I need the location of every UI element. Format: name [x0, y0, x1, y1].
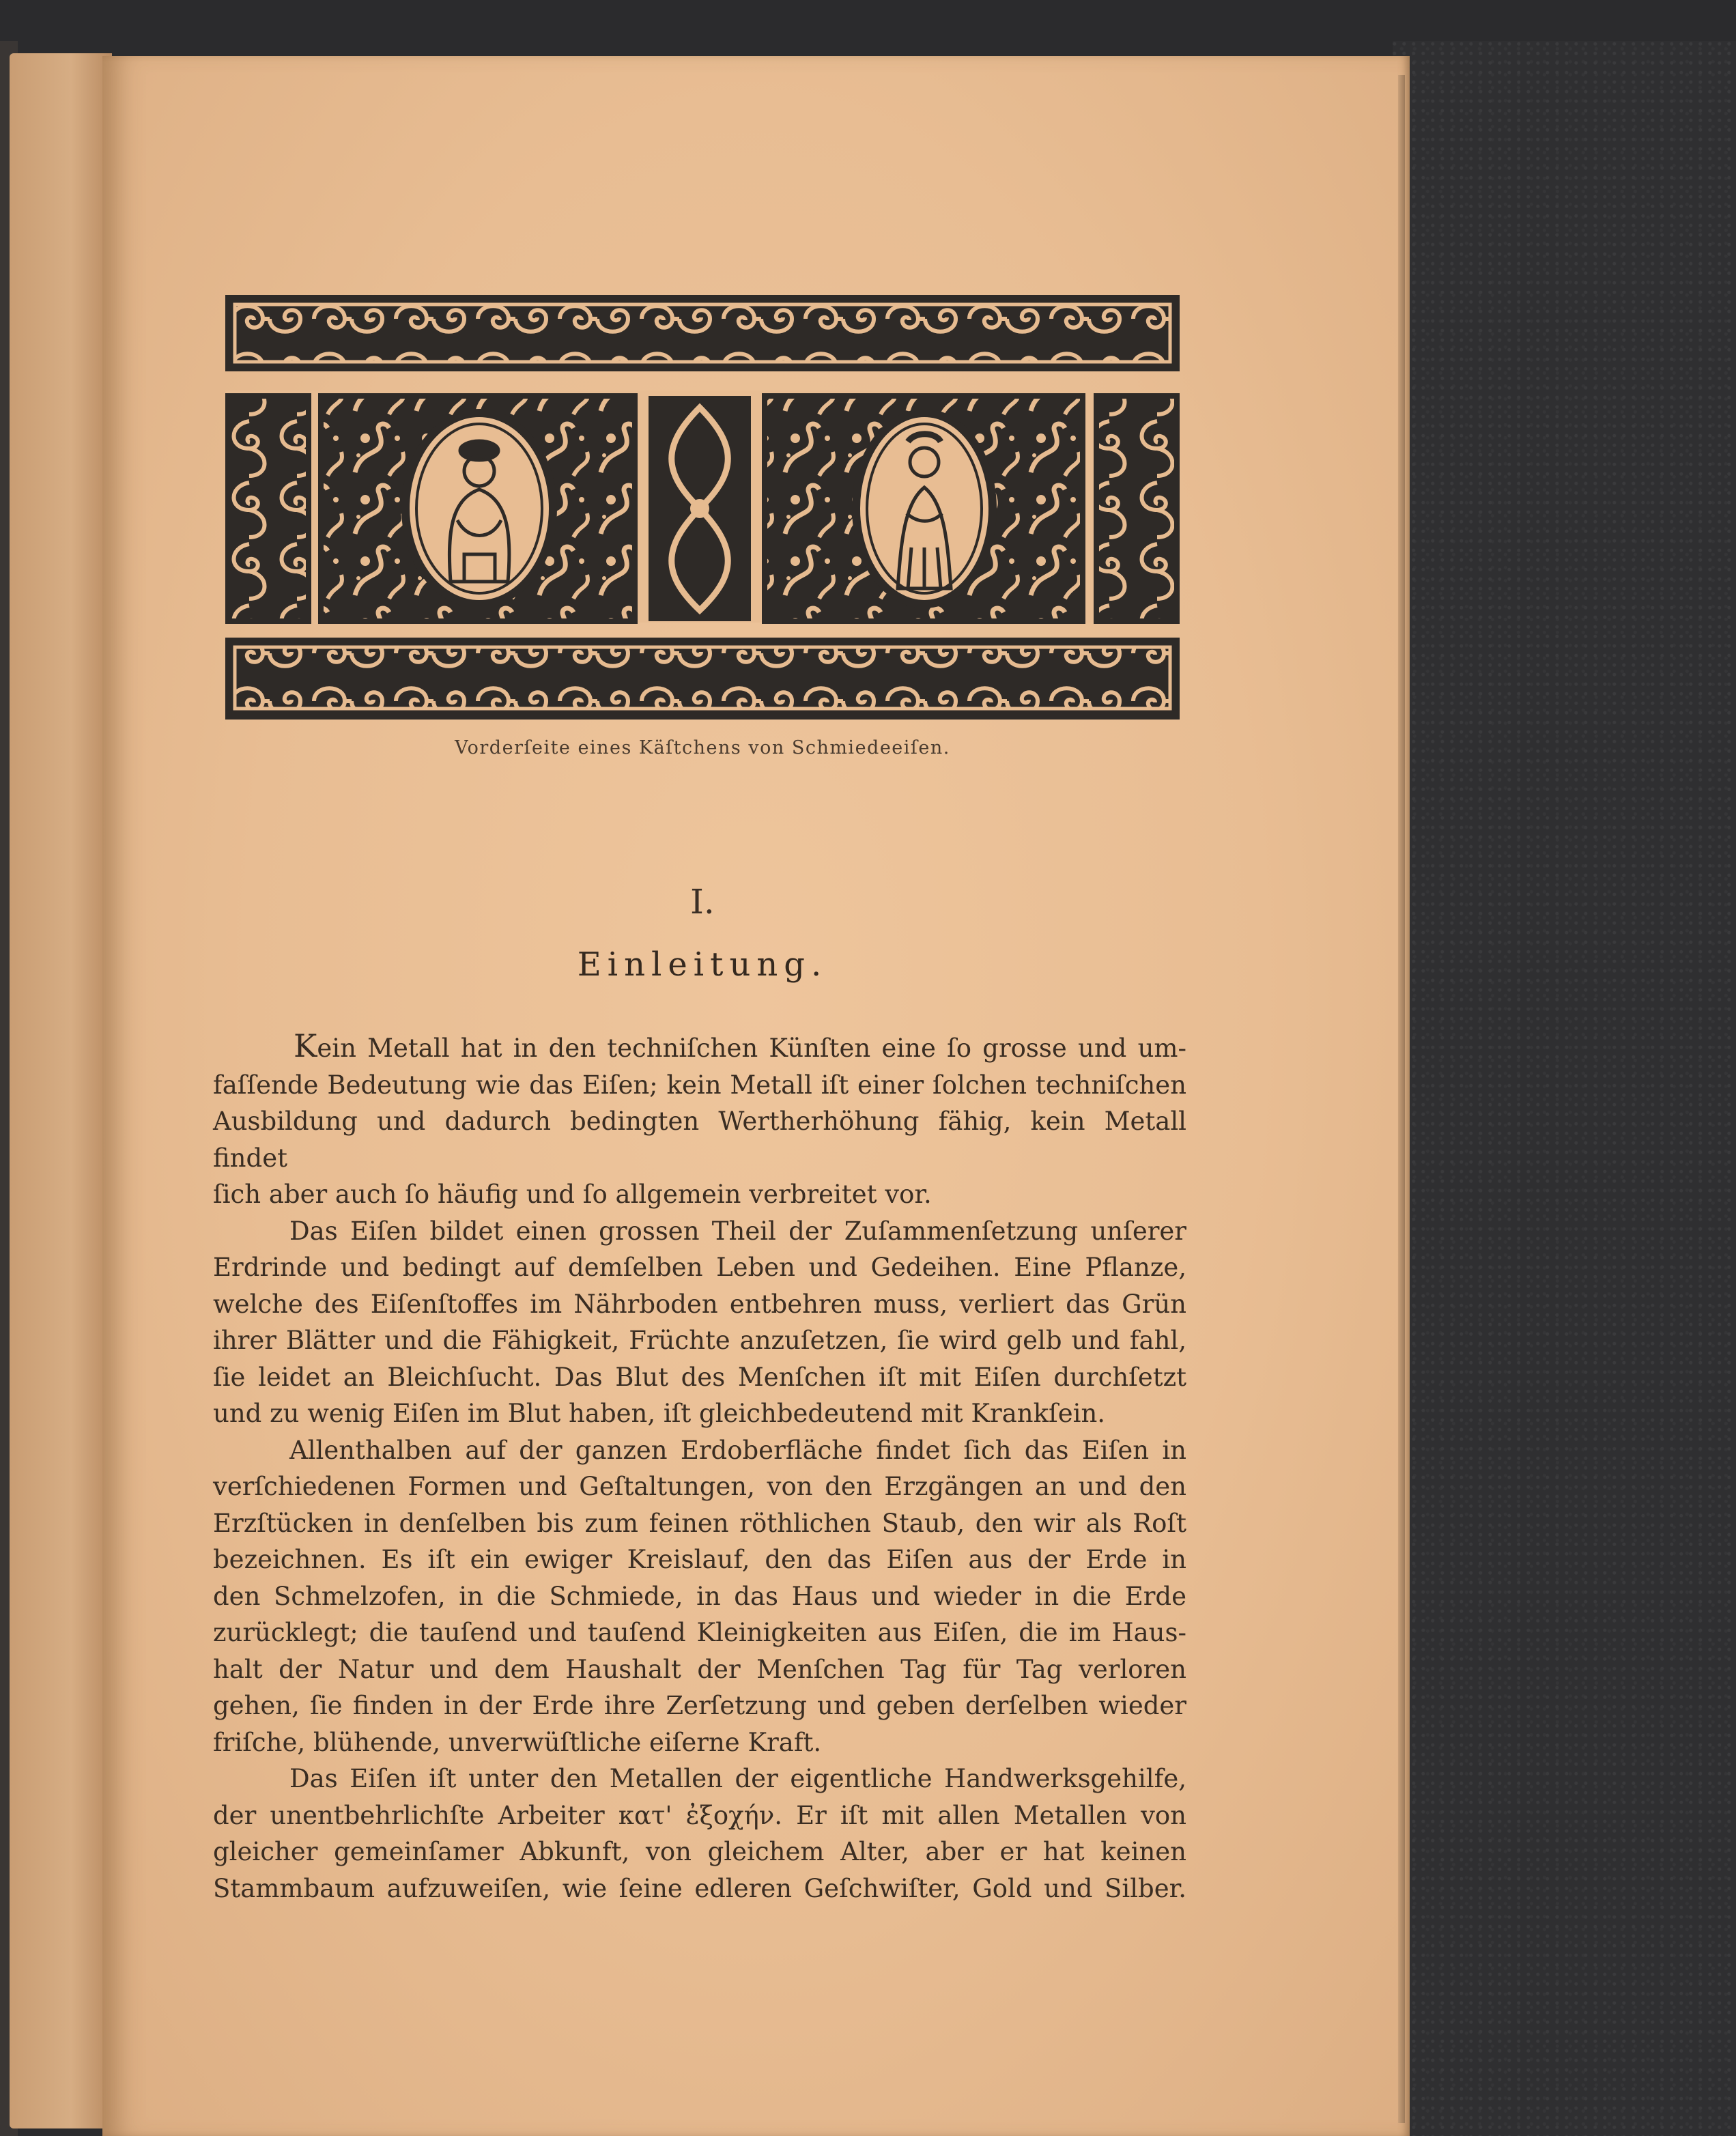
page-fore-edge: [1398, 75, 1405, 2123]
casket-illustration: [225, 295, 1180, 720]
text-line: Allenthalben auf der ganzen Erdoberfläche findet ſich das Eiſen in: [289, 1435, 1186, 1465]
text-line: ein Metall hat in den techniſchen Künſten eine ſo grosse und um-: [317, 1034, 1186, 1063]
text-line-p: [213, 1249, 1186, 1286]
text-line: Das Eiſen iſt unter den Metallen der eigentliche Handwerksgehilfe,: [289, 1764, 1186, 1793]
text-line-p: [213, 1286, 1186, 1323]
text-line: Erzſtücken in denſelben bis zum feinen röthlichen Staub, den wir als Roſt: [213, 1508, 1186, 1538]
text-line-p: [213, 1688, 1186, 1724]
text-line: der unentbehrlichſte Arbeiter κατ' ἐξοχήν. Er iſt mit allen Metallen von: [213, 1800, 1186, 1830]
text-line: Das Eiſen bildet einen grossen Theil der Zuſammenſetzung unſerer: [289, 1216, 1186, 1246]
text-line: ſich aber auch ſo häufig und ſo allgemein verbreitet vor.: [213, 1180, 932, 1209]
text-line: halt der Natur und dem Haushalt der Menſchen Tag für Tag verloren: [213, 1654, 1186, 1684]
text-line-p: [213, 1797, 1186, 1834]
chapter-number: I.: [690, 882, 715, 922]
text-line: gehen, ſie finden in der Erde ihre Zerſetzung und geben derſelben wieder: [213, 1691, 1186, 1720]
body-text: [213, 1028, 1186, 1907]
text-line-p: [213, 1724, 1186, 1761]
text-line-p: [213, 1834, 1186, 1870]
text-line-p: [213, 1103, 1186, 1176]
text-line-p: [213, 1468, 1186, 1505]
text-line: gleicher gemeinſamer Abkunft, von gleichem Alter, aber er hat keinen: [213, 1837, 1186, 1866]
text-line: den Schmelzofen, in die Schmiede, in das Haus und wieder in die Erde: [213, 1581, 1186, 1611]
ornament-plate: [225, 295, 1180, 720]
text-line-p: [213, 1578, 1186, 1615]
paragraph-3: [213, 1432, 1186, 1469]
text-line: Ausbildung und dadurch bedingten Wertherhöhung fähig, kein Metall findet: [213, 1107, 1186, 1173]
text-line: ſie leidet an Bleichſucht. Das Blut des Menſchen iſt mit Eiſen durchſetzt: [213, 1362, 1186, 1392]
text-line-p: [213, 1870, 1186, 1907]
text-line: Erdrinde und bedingt auf demſelben Leben und Gedeihen. Eine Pflanze,: [213, 1253, 1186, 1282]
text-line: faſſende Bedeutung wie das Eiſen; kein Metall iſt einer ſolchen techniſchen: [213, 1070, 1186, 1100]
paragraph-1: [213, 1028, 1186, 1067]
drop-cap: K: [294, 1027, 317, 1064]
text-line-p: [213, 1505, 1186, 1542]
text-line-p: [213, 1395, 1186, 1432]
text-line: bezeichnen. Es iſt ein ewiger Kreislauf, den das Eiſen aus der Erde in: [213, 1545, 1186, 1574]
chapter-title: Einleitung.: [577, 945, 828, 984]
text-line-p: [213, 1067, 1186, 1104]
text-line: welche des Eiſenſtoffes im Nährboden entbehren muss, verliert das Grün: [213, 1289, 1186, 1319]
text-line-p: [213, 1614, 1186, 1651]
text-line-p: [213, 1541, 1186, 1578]
book-cover-right: [1393, 41, 1736, 2136]
text-line-p: [213, 1651, 1186, 1688]
paragraph-4: [213, 1761, 1186, 1797]
left-page-edge: [10, 53, 112, 2128]
figure-caption: Vorderſeite eines Käſtchens von Schmiedeeiſen.: [455, 737, 950, 758]
text-line: verſchiedenen Formen und Geſtaltungen, von den Erzgängen an und den: [213, 1472, 1186, 1501]
text-line-p: [213, 1322, 1186, 1359]
paragraph-2: [213, 1213, 1186, 1250]
text-line: ihrer Blätter und die Fähigkeit, Früchte anzuſetzen, ſie wird gelb und fahl,: [213, 1326, 1186, 1355]
text-line: und zu wenig Eiſen im Blut haben, iſt gleichbedeutend mit Krankſein.: [213, 1399, 1106, 1428]
text-line: zurücklegt; die tauſend und tauſend Kleinigkeiten aus Eiſen, die im Haus-: [213, 1618, 1186, 1647]
text-line-p: [213, 1359, 1186, 1396]
text-line: Stammbaum aufzuweiſen, wie ſeine edleren Geſchwiſter, Gold und Silber.: [213, 1873, 1186, 1903]
text-line: friſche, blühende, unverwüſtliche eiſerne Kraft.: [213, 1727, 822, 1757]
text-line-p: [213, 1176, 1186, 1213]
